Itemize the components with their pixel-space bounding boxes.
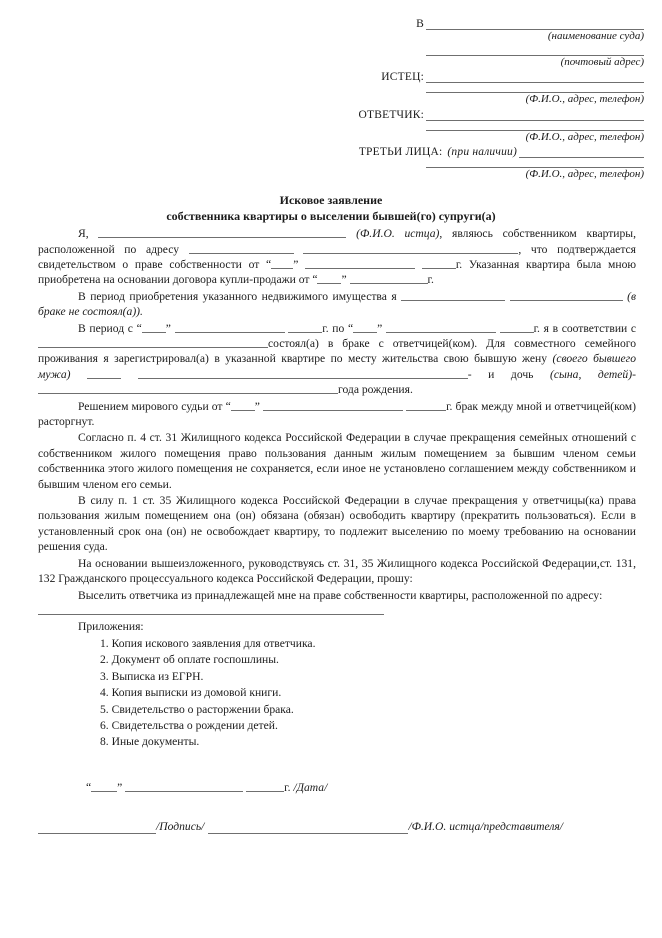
plaintiff-blank-2[interactable] xyxy=(426,83,644,93)
p1-text-e: г. xyxy=(427,273,434,287)
marriage-from-month-blank[interactable] xyxy=(175,322,285,333)
list-item: 2. Документ об оплате госпошлины. xyxy=(100,653,279,667)
cert-day-blank[interactable] xyxy=(271,258,293,269)
quote-open-4: “ xyxy=(347,321,354,335)
quote-close-1: ” xyxy=(293,257,299,271)
defendant-blank-2[interactable] xyxy=(426,121,644,131)
signature-blank[interactable] xyxy=(38,823,156,834)
defendant-line xyxy=(0,109,662,121)
list-item: 5. Свидетельство о расторжении брака. xyxy=(100,702,294,716)
contract-day-blank[interactable] xyxy=(317,274,341,285)
paragraph-claim-request xyxy=(38,588,636,619)
court-label: В xyxy=(416,18,424,30)
claim-address-blank[interactable] xyxy=(38,604,384,615)
quote-open-5: “ xyxy=(225,399,231,413)
contract-month-blank[interactable] xyxy=(350,274,428,285)
postal-address-blank[interactable] xyxy=(426,46,644,56)
p3-text-f: - xyxy=(632,367,636,381)
p3-text-a: В период с xyxy=(78,321,133,335)
attachments-heading: Приложения: xyxy=(78,620,144,634)
flat-address-blank-2[interactable] xyxy=(303,243,518,254)
date-hint: /Дата/ xyxy=(293,780,328,794)
court-line xyxy=(0,18,662,30)
third-parties-hint: (Ф.И.О., адрес, телефон) xyxy=(525,168,644,181)
addressee-header xyxy=(0,0,662,181)
defendant-label: ОТВЕТЧИК: xyxy=(358,108,424,121)
marriage-to-day-blank[interactable] xyxy=(353,322,377,333)
postal-address-hint: (почтовый адрес) xyxy=(560,55,644,68)
list-item: 4. Копия выписки из домовой книги. xyxy=(100,686,282,700)
paragraph-ownership xyxy=(38,226,636,288)
third-parties-blank[interactable] xyxy=(519,146,644,158)
court-hint: (наименование суда) xyxy=(547,30,644,43)
quote-open-2: “ xyxy=(312,273,318,287)
plaintiff-name-blank[interactable] xyxy=(98,228,346,239)
quote-close-3: ” xyxy=(165,321,171,335)
ex-spouse-name-blank-2[interactable] xyxy=(138,368,468,379)
sign-year-blank[interactable] xyxy=(246,781,284,792)
list-item: 8. Иные документы. xyxy=(100,735,200,749)
document-body xyxy=(0,226,662,751)
flat-address-blank-1[interactable] xyxy=(189,243,294,254)
divorce-day-blank[interactable] xyxy=(231,400,255,411)
marriage-from-day-blank[interactable] xyxy=(142,322,166,333)
marital-status-blank-1[interactable] xyxy=(401,290,505,301)
third-parties-label: ТРЕТЬИ ЛИЦА: xyxy=(358,146,443,159)
list-item: 6. Свидетельства о рождении детей. xyxy=(100,719,278,732)
defendant-blank[interactable] xyxy=(426,109,644,121)
cert-month-blank[interactable] xyxy=(305,258,415,269)
p1-hint: (Ф.И.О. истца) xyxy=(356,227,440,241)
marital-status-blank-2[interactable] xyxy=(510,290,623,301)
plaintiff-blank[interactable] xyxy=(426,71,644,83)
third-parties-note: (при наличии) xyxy=(447,146,517,159)
sign-day-blank[interactable] xyxy=(91,781,117,792)
quote-close-5: ” xyxy=(254,399,260,413)
quote-close-2: ” xyxy=(341,273,347,287)
third-parties-blank-2[interactable] xyxy=(426,158,644,168)
p3-text-c: г. я в соответствии с xyxy=(533,321,637,335)
signature-block xyxy=(0,781,662,833)
marriage-certificate-blank[interactable] xyxy=(38,338,268,349)
marriage-to-month-blank[interactable] xyxy=(386,322,496,333)
title-line-2: собственника квартиры о выселении бывшей(го) супруги(а) xyxy=(166,208,496,223)
signature-date-line xyxy=(38,781,636,794)
p8-text-a: Выселить ответчика из принадлежащей мне на праве собственности квартиры, расположенной по адресу: xyxy=(78,588,603,602)
plaintiff-label: ИСТЕЦ: xyxy=(381,71,424,84)
cert-year-blank[interactable] xyxy=(422,258,456,269)
paragraph-housing-code-article-31: Согласно п. 4 ст. 31 Жилищного кодекса Российской Федерации в случае прекращения семейных отношений с собственником жилого помещения право пользования данным жилым помещением за бывшим членом семьи собственника этого жилого помещения не сохраняется, если иное не установлено соглашением между собственником и бывшим членом его семьи. xyxy=(38,431,636,491)
quote-open-3: “ xyxy=(136,321,142,335)
signature-hint: /Подпись/ xyxy=(156,819,205,833)
divorce-year-blank[interactable] xyxy=(406,400,446,411)
divorce-month-blank[interactable] xyxy=(263,400,403,411)
p4-text-b: г. брак между мной и ответчицей(ком) расторгнут. xyxy=(38,399,636,429)
p4-text-a: Решением мирового судьи от xyxy=(78,399,223,413)
paragraph-divorce-judgement xyxy=(38,399,636,430)
quote-open-6: “ xyxy=(86,780,92,794)
p3-text-b: г. по xyxy=(322,321,345,335)
list-item: 1. Копия искового заявления для ответчика. xyxy=(100,636,316,650)
sign-year-suffix: г. xyxy=(284,780,291,794)
third-parties-line xyxy=(0,146,662,158)
full-name-blank[interactable] xyxy=(208,823,408,834)
children-name-blank[interactable] xyxy=(38,384,338,395)
paragraph-marriage-period xyxy=(38,321,636,398)
p2-hint: (в браке не состоял(а)). xyxy=(38,289,636,319)
p3-text-d: состоял(а) в браке с ответчицей(ком). Для совместного семейного проживания я зарегистрировал(а) в указанной квартире по месту жительства свою бывшую жену xyxy=(38,337,636,366)
p3-text-g: года рождения. xyxy=(338,383,413,397)
p3-text-e: - и дочь xyxy=(467,367,534,381)
ex-spouse-name-blank-1[interactable] xyxy=(87,368,121,379)
full-name-hint: /Ф.И.О. истца/представителя/ xyxy=(408,819,563,833)
p1-text-b: , являюсь собственником квартиры, расположенной по адресу xyxy=(38,227,636,256)
quote-close-6: ” xyxy=(117,780,123,794)
signature-name-line xyxy=(38,820,636,833)
p1-text-d: г. Указанная квартира была мною приобретена на основании договора купли-продажи от xyxy=(38,257,637,287)
p2-text-a: В период приобретения указанного недвижимого имущества я xyxy=(78,289,397,303)
quote-open-1: “ xyxy=(266,257,272,271)
title-line-1: Исковое заявление xyxy=(279,192,383,207)
p1-text-a: Я, xyxy=(78,227,89,241)
quote-close-4: ” xyxy=(377,321,383,335)
document-title xyxy=(0,193,662,224)
list-item: 3. Выписка из ЕГРН. xyxy=(100,669,204,683)
sign-month-blank[interactable] xyxy=(125,781,243,792)
paragraph-housing-code-article-35: В силу п. 1 ст. 35 Жилищного кодекса Российской Федерации в случае прекращения у ответчицы(ка) права пользования жилым помещением она (он) обязана (обязан) освободить квартиру (прекратить пользоваться). Если в установленный срок она (он) не освобождает квартиру, то подлежит выселению по моему требованию на основании решения суда. xyxy=(38,494,636,554)
paragraph-legal-basis: На основании вышеизложенного, руководствуясь ст. 31, 35 Жилищного кодекса Российской Федерации,ст. 131, 132 Гражданского процессуального кодекса Российской Федерации, прошу: xyxy=(38,556,636,586)
court-blank[interactable] xyxy=(426,18,644,30)
p3-hint-1: (своего бывшего мужа) xyxy=(38,352,637,381)
p1-text-c: , что подтверждается свидетельством о праве собственности от xyxy=(38,242,637,271)
attachments-list xyxy=(38,636,636,751)
plaintiff-line xyxy=(0,71,662,83)
paragraph-marital-status-at-purchase xyxy=(38,289,636,320)
marriage-from-year-blank[interactable] xyxy=(288,322,322,333)
p3-hint-2: (сына, детей) xyxy=(550,367,633,381)
plaintiff-hint: (Ф.И.О., адрес, телефон) xyxy=(525,93,644,106)
marriage-to-year-blank[interactable] xyxy=(500,322,534,333)
defendant-hint: (Ф.И.О., адрес, телефон) xyxy=(525,130,644,143)
